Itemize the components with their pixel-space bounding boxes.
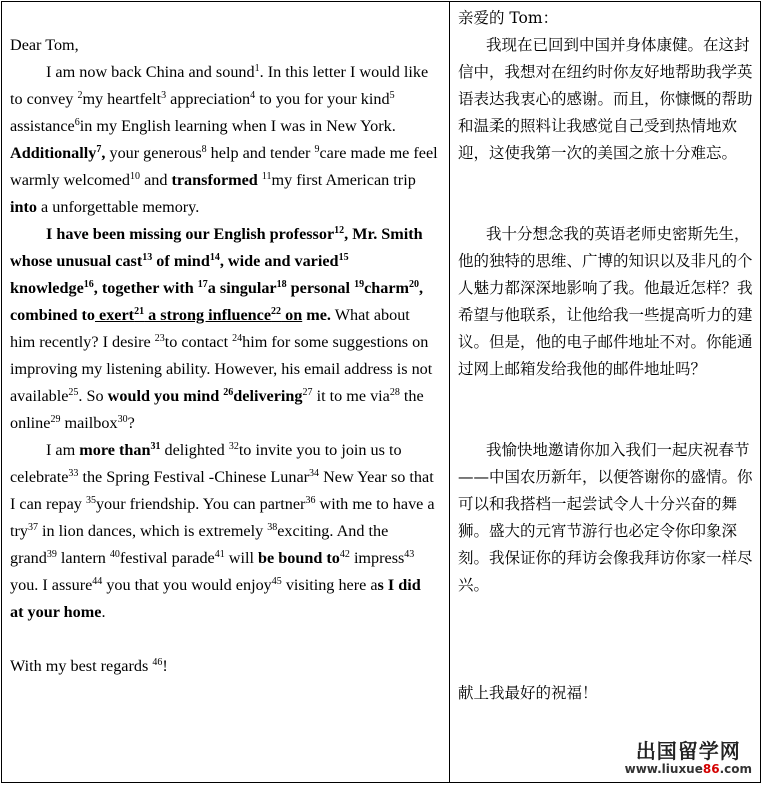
- text-run: mailbox: [60, 414, 118, 432]
- footnote-marker: 38: [267, 522, 278, 533]
- footnote-marker: 9: [314, 144, 320, 155]
- footnote-marker: 21: [134, 306, 145, 317]
- text-run: on: [281, 306, 303, 324]
- text-run: in lion dances, which is extremely: [37, 522, 268, 540]
- chinese-paragraph-3: 我愉快地邀请你加入我们一起庆祝春节——中国农历新年，以便答谢你的盛情。你可以和我搭档一起尝试令人十分兴奋的舞狮。盛大的元宵节游行也必定令你印象深刻。我保证你的拜访会像我拜访你家一样尽兴。: [458, 441, 753, 594]
- footnote-marker: 41: [214, 549, 225, 560]
- text-run: Additionally: [10, 144, 97, 162]
- text-run: my first American trip: [271, 171, 416, 189]
- footnote-marker: 8: [201, 144, 207, 155]
- footnote-marker: 28: [389, 387, 400, 398]
- chinese-greeting: 亲爱的 Tom：: [458, 9, 559, 27]
- text-run: with me to have a try: [10, 495, 435, 540]
- text-run: would you mind: [107, 387, 224, 405]
- footnote-marker: 14: [209, 252, 220, 263]
- text-run: of mind: [152, 252, 210, 270]
- text-run: New Year so that I can repay: [10, 468, 434, 513]
- text-run: , together with: [93, 279, 198, 297]
- site-watermark: [625, 740, 752, 776]
- text-run: you that you would enjoy: [102, 576, 272, 594]
- text-run: knowledge: [10, 279, 84, 297]
- text-run: to invite you to join us to celebrate: [10, 441, 402, 486]
- text-run: ,: [101, 144, 106, 162]
- text-run: in my English learning when I was in New York.: [79, 117, 396, 135]
- text-run: personal: [286, 279, 355, 297]
- footnote-marker: 25: [68, 387, 79, 398]
- text-run: !: [162, 657, 168, 675]
- text-run: With my best regards: [10, 657, 153, 675]
- text-run: .: [101, 603, 106, 621]
- footnote-marker: 16: [83, 279, 94, 290]
- text-run: and: [140, 171, 172, 189]
- text-run: be bound to: [258, 549, 340, 567]
- text-run: help and tender: [206, 144, 315, 162]
- footnote-marker: 45: [271, 576, 282, 587]
- footnote-marker: 17: [197, 279, 208, 290]
- watermark-url: www.liuxue86.com: [624, 762, 752, 776]
- chinese-letter: [458, 5, 754, 707]
- text-run: delivering: [233, 387, 303, 405]
- text-run: a singular: [207, 279, 277, 297]
- footnote-marker: 10: [130, 171, 141, 182]
- footnote-marker: 24: [232, 333, 243, 344]
- text-run: the online: [10, 387, 424, 432]
- english-paragraph-3: [10, 437, 438, 626]
- text-run: to you for your kind: [255, 90, 390, 108]
- text-run: lantern: [56, 549, 110, 567]
- footnote-marker: 26: [223, 387, 234, 398]
- text-run: your friendship. You can partner: [95, 495, 306, 513]
- text-run: care made me feel warmly welcomed: [10, 144, 438, 189]
- text-run: your generous: [105, 144, 202, 162]
- text-run: a strong influence: [144, 306, 272, 324]
- footnote-marker: 15: [338, 252, 349, 263]
- text-run: I am now back China and sound: [46, 63, 255, 81]
- footnote-marker: 22: [271, 306, 282, 317]
- text-run: it to me via: [312, 387, 390, 405]
- footnote-marker: 23: [154, 333, 165, 344]
- text-run: charm: [364, 279, 410, 297]
- english-paragraph-2: [10, 221, 438, 437]
- footnote-marker: 33: [68, 468, 79, 479]
- english-greeting: Dear Tom,: [10, 36, 79, 54]
- footnote-marker: 19: [354, 279, 365, 290]
- english-letter: [10, 32, 438, 680]
- text-run: What about him recently? I desire: [10, 306, 410, 351]
- footnote-marker: 20: [409, 279, 420, 290]
- letter-table: [1, 1, 761, 783]
- text-run: delighted: [160, 441, 229, 459]
- footnote-marker: 36: [305, 495, 316, 506]
- english-paragraph-1: [10, 59, 438, 221]
- footnote-marker: 40: [109, 549, 120, 560]
- footnote-marker: 37: [27, 522, 38, 533]
- footnote-marker: 46: [152, 657, 163, 668]
- text-run: , combined to: [10, 279, 424, 324]
- text-run: me.: [302, 306, 331, 324]
- footnote-marker: 6: [74, 117, 80, 128]
- footnote-marker: 32: [228, 441, 239, 452]
- text-run: . In this letter I would like to convey: [10, 63, 429, 108]
- footnote-marker: 11: [261, 171, 272, 182]
- footnote-marker: 18: [276, 279, 287, 290]
- text-run: visiting here a: [281, 576, 378, 594]
- text-run: ?: [127, 414, 135, 432]
- text-run: exciting. And the grand: [10, 522, 389, 567]
- footnote-marker: 13: [142, 252, 153, 263]
- chinese-closing: 献上我最好的祝福！: [458, 684, 598, 702]
- footnote-marker: 29: [50, 414, 61, 425]
- chinese-paragraph-2: 我十分想念我的英语老师史密斯先生，他的独特的思维、广博的知识以及非凡的个人魅力都深深地影响了我。他最近怎样？我希望与他联系，让他给我一些提高听力的建议。但是，他的电子邮件地址不对。你能通过网上邮箱发给我他的邮件地址吗？: [458, 225, 753, 378]
- text-run: you. I assure: [10, 576, 93, 594]
- footnote-marker: 7: [96, 144, 102, 155]
- footnote-marker: 1: [254, 63, 260, 74]
- text-run: . So: [78, 387, 108, 405]
- text-run: my heartfelt: [82, 90, 162, 108]
- footnote-marker: 3: [161, 90, 167, 101]
- text-run: I am: [46, 441, 80, 459]
- footnote-marker: 42: [339, 549, 350, 560]
- text-run: impress: [349, 549, 405, 567]
- footnote-marker: 2: [77, 90, 83, 101]
- footnote-marker: 12: [334, 225, 345, 236]
- chinese-paragraph-1: 我现在已回到中国并身体康健。在这封信中，我想对在纽约时你友好地帮助我学英语表达我衷心的感谢。而且，你慷慨的帮助和温柔的照料让我感觉自己受到热情地欢迎，这使我第一次的美国之旅十分难忘。: [458, 36, 753, 162]
- text-run: transformed: [171, 171, 258, 189]
- text-run: , wide and varied: [219, 252, 339, 270]
- footnote-marker: 34: [309, 468, 320, 479]
- text-run: to contact: [164, 333, 233, 351]
- footnote-marker: 44: [92, 576, 103, 587]
- footnote-marker: 5: [389, 90, 395, 101]
- text-run: assistance: [10, 117, 75, 135]
- footnote-marker: 30: [117, 414, 128, 425]
- text-run: a unforgettable memory.: [37, 198, 200, 216]
- text-run: exert: [94, 306, 135, 324]
- text-run: the Spring Festival -Chinese Lunar: [78, 468, 310, 486]
- text-run: will: [224, 549, 259, 567]
- text-run: festival parade: [119, 549, 215, 567]
- footnote-marker: 35: [85, 495, 96, 506]
- footnote-marker: 4: [250, 90, 256, 101]
- column-divider: [449, 2, 450, 782]
- footnote-marker: 43: [404, 549, 415, 560]
- footnote-marker: 31: [150, 441, 161, 452]
- text-run: s I did at your home: [10, 576, 421, 621]
- text-run: appreciation: [166, 90, 251, 108]
- watermark-title: 出国留学网: [635, 739, 741, 763]
- footnote-marker: 27: [302, 387, 313, 398]
- text-run: more than: [79, 441, 151, 459]
- footnote-marker: 39: [46, 549, 57, 560]
- text-run: , Mr. Smith whose unusual cast: [10, 225, 423, 270]
- english-closing: [10, 653, 438, 680]
- text-run: him for some suggestions on improving my listening ability. However, his email address is not available: [10, 333, 433, 405]
- text-run: into: [10, 198, 37, 216]
- text-run: I have been missing our English professor: [46, 225, 335, 243]
